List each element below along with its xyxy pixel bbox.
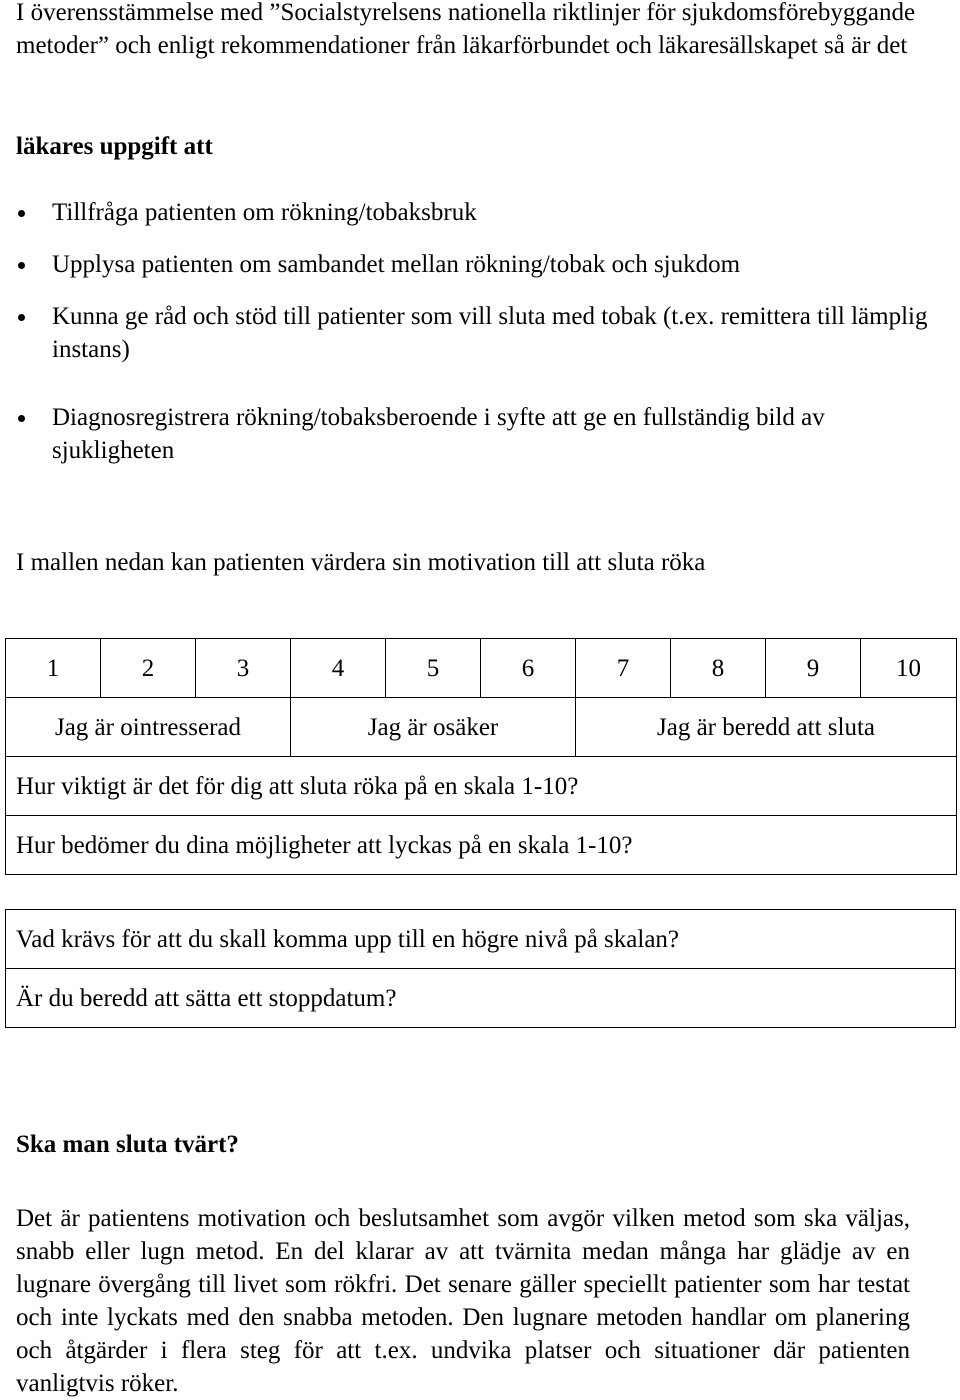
template-intro-paragraph: I mallen nedan kan patienten värdera sin motivation till att sluta röka	[16, 549, 706, 576]
list-item	[16, 401, 946, 467]
scale-label-unsure: Jag är osäker	[291, 698, 576, 757]
scale-number-row	[6, 639, 957, 698]
question-importance: Hur viktigt är det för dig att sluta röka på en skala 1-10?	[6, 757, 957, 816]
scale-number-cell: 6	[481, 639, 576, 698]
scale-number-cell: 1	[6, 639, 101, 698]
scale-label-ready: Jag är beredd att sluta	[576, 698, 957, 757]
scale-label-row	[6, 698, 957, 757]
bullet-icon	[18, 415, 25, 422]
list-item-text: Tillfråga patienten om rökning/tobaksbruk	[52, 199, 477, 226]
list-item	[16, 300, 946, 366]
table-row	[6, 910, 956, 969]
scale-number-cell: 3	[196, 639, 291, 698]
scale-label-uninterested: Jag är ointresserad	[6, 698, 291, 757]
table-row	[6, 969, 956, 1028]
section-heading-quit-abruptly: Ska man sluta tvärt?	[16, 1131, 239, 1158]
list-item	[16, 196, 946, 229]
scale-number-cell: 10	[861, 639, 957, 698]
bullet-icon	[18, 210, 25, 217]
scale-number-cell: 8	[671, 639, 766, 698]
bullet-icon	[18, 314, 25, 321]
intro-paragraph: I överensstämmelse med ”Socialstyrelsens nationella riktlinjer för sjukdomsförebyggande metoder” och enligt rekommendationer från läkarförbundet och läkaresällskapet så är det	[16, 0, 916, 59]
question-higher-level: Vad krävs för att du skall komma upp till en högre nivå på skalan?	[6, 910, 956, 969]
scale-number-cell: 5	[386, 639, 481, 698]
task-bullet-list	[16, 196, 946, 467]
question-stop-date: Är du beredd att sätta ett stoppdatum?	[6, 969, 956, 1028]
scale-number-cell: 4	[291, 639, 386, 698]
scale-number-cell: 2	[101, 639, 196, 698]
section-heading-physician-task: läkares uppgift att	[16, 133, 213, 160]
list-item-text: Kunna ge råd och stöd till patienter som vill sluta med tobak (t.ex. remittera till lämplig instans)	[52, 303, 928, 363]
motivation-scale-table	[5, 638, 957, 875]
list-item	[16, 248, 946, 281]
scale-number-cell: 7	[576, 639, 671, 698]
followup-questions-table	[5, 909, 956, 1028]
list-item-text: Upplysa patienten om sambandet mellan rökning/tobak och sjukdom	[52, 251, 741, 278]
question-confidence: Hur bedömer du dina möjligheter att lyckas på en skala 1-10?	[6, 816, 957, 875]
quit-method-paragraph: Det är patientens motivation och beslutsamhet som avgör vilken metod som ska väljas, snabb eller lugn metod. En del klarar av att tvärnita medan många har glädje av en lugnare övergång till livet som rökfri. Det senare gäller speciellt patienter som har testat och inte lyckats med den snabba metoden. Den lugnare metoden handlar om planering och åtgärder i flera steg för att t.ex. undvika platser och situationer där patienten vanligtvis röker.	[16, 1205, 910, 1397]
table-row	[6, 816, 957, 875]
list-item-text: Diagnosregistrera rökning/tobaksberoende i syfte att ge en fullständig bild av sjukligheten	[52, 404, 825, 464]
table-row	[6, 757, 957, 816]
scale-number-cell: 9	[766, 639, 861, 698]
bullet-icon	[18, 262, 25, 269]
